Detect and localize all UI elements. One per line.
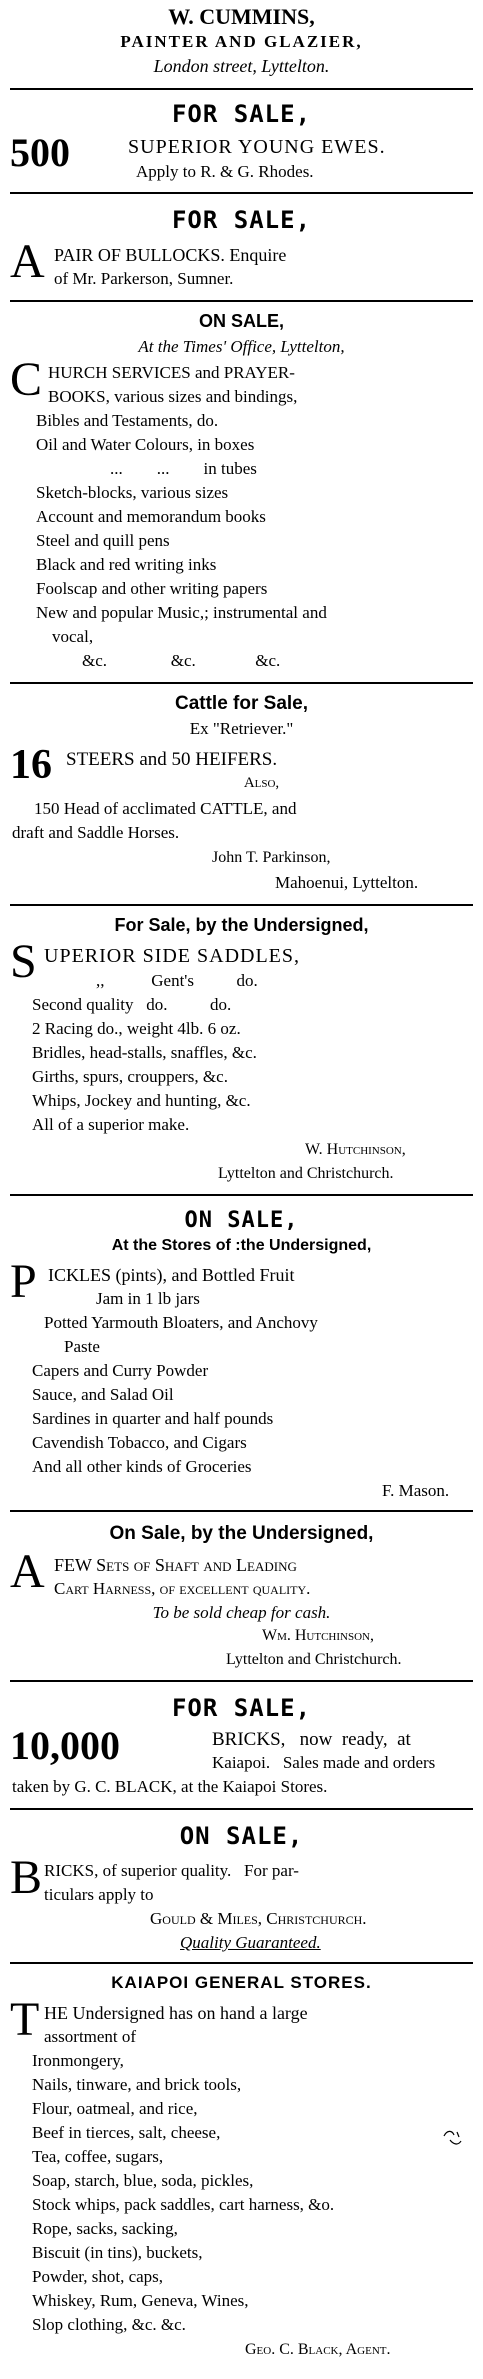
saddles-line: UPERIOR SIDE SADDLES, [44,945,301,967]
bricks-black-heading: FOR SALE, [171,1694,312,1722]
ewes-number: 500 [10,130,70,175]
cattle-line2: 150 Head of acclimated CATTLE, and [34,799,297,818]
kaiapoi-line: Powder, shot, caps, [32,2267,164,2286]
saddles-line: Girths, spurs, crouppers, &c. [32,1067,228,1086]
times-drop-cap: C [10,353,43,406]
bricks-gould-line2: ticulars apply to [44,1885,154,1904]
mason-line: Paste [64,1337,100,1356]
cattle-also: Also, [243,775,280,791]
times-line: &c. &c. &c. [82,651,281,670]
harness-line3: To be sold cheap for cash. [152,1603,331,1622]
cummins-address: London street, Lyttelton. [153,56,330,76]
divider [10,300,473,302]
divider [10,904,473,906]
times-line: Steel and quill pens [36,531,170,550]
times-heading: ON SALE, [198,311,284,331]
kaiapoi-drop-cap: T [10,1993,40,2046]
mason-line: Jam in 1 lb jars [96,1289,200,1308]
harness-signature: Wm. Hutchinson, [262,1627,374,1644]
divider [10,682,473,684]
saddles-signature: W. Hutchinson, [305,1141,406,1158]
kaiapoi-line: Ironmongery, [32,2051,124,2070]
bricks-gould-line4: Quality Guaranteed. [180,1933,321,1952]
bullocks-line1: PAIR OF BULLOCKS. Enquire [54,245,287,265]
saddles-signature-place: Lyttelton and Christchurch. [218,1165,394,1182]
bricks-black-line1: BRICKS, now ready, at [212,1729,411,1750]
divider [10,1194,473,1196]
times-line: Sketch-blocks, various sizes [36,483,229,502]
kaiapoi-line: assortment of [44,2027,137,2046]
times-line: Bibles and Testaments, do. [36,411,219,430]
mason-signature: F. Mason. [382,1481,450,1500]
kaiapoi-line: Biscuit (in tins), buckets, [32,2243,203,2262]
kaiapoi-line: Beef in tierces, salt, cheese, [32,2123,221,2142]
mason-line: Potted Yarmouth Bloaters, and Anchovy [44,1313,318,1332]
times-line: HURCH SERVICES and PRAYER- [48,363,295,382]
bricks-gould-line1: RICKS, of superior quality. For par- [44,1861,299,1880]
divider [10,192,473,194]
bricks-black-line3: taken by G. C. BLACK, at the Kaiapoi Stores. [12,1777,328,1796]
harness-line2: Cart Harness, of excellent quality. [54,1579,311,1598]
kaiapoi-line: Rope, sacks, sacking, [32,2219,178,2238]
mason-subheading: At the Stores of :the Undersigned, [111,1237,372,1254]
kaiapoi-line: Soap, starch, blue, soda, pickles, [32,2171,254,2190]
divider [10,1808,473,1810]
times-line: ... ... in tubes [110,459,257,478]
ewes-line1: SUPERIOR YOUNG EWES. [128,136,386,158]
harness-heading: On Sale, by the Undersigned, [109,1523,374,1544]
times-line: vocal, [52,627,94,646]
cattle-signature-place: Mahoenui, Lyttelton. [275,873,419,892]
divider [10,1962,473,1964]
kaiapoi-line: Nails, tinware, and brick tools, [32,2075,242,2094]
cattle-number: 16 [10,742,52,788]
harness-line1: FEW Sets of Shaft and Leading [54,1555,297,1575]
kaiapoi-signature: Geo. C. Black, Agent. [245,2341,391,2358]
cummins-trade: PAINTER AND GLAZIER, [120,32,363,51]
cattle-subheading: Ex "Retriever." [189,719,294,738]
times-line: BOOKS, various sizes and bindings, [48,387,298,406]
kaiapoi-line: HE Undersigned has on hand a large [44,2003,308,2023]
mason-drop-cap: P [10,1255,37,1308]
divider [10,1510,473,1512]
cummins-name: W. CUMMINS, [168,4,315,29]
cattle-heading: Cattle for Sale, [174,693,309,714]
bricks-black-number: 10,000 [10,1723,120,1768]
kaiapoi-line: Stock whips, pack saddles, cart harness, &o. [32,2195,335,2214]
kaiapoi-line: Flour, oatmeal, and rice, [32,2099,198,2118]
divider [10,88,473,90]
ewes-line2: Apply to R. & G. Rhodes. [136,162,314,181]
mason-line: ICKLES (pints), and Bottled Fruit [48,1265,295,1285]
harness-signature-place: Lyttelton and Christchurch. [226,1651,402,1668]
saddles-line: 2 Racing do., weight 4lb. 6 oz. [32,1019,241,1038]
bullocks-drop-cap: A [10,235,45,288]
ewes-heading: FOR SALE, [171,100,312,128]
mason-line: Cavendish Tobacco, and Cigars [32,1433,247,1452]
saddles-heading: For Sale, by the Undersigned, [114,915,369,935]
mason-line: Sauce, and Salad Oil [32,1385,174,1404]
ink-blot-icon [440,2126,466,2150]
times-line: Oil and Water Colours, in boxes [36,435,255,454]
kaiapoi-line: Slop clothing, &c. &c. [32,2315,186,2334]
cattle-line1: STEERS and 50 HEIFERS. [66,749,278,770]
saddles-drop-cap: S [10,935,37,988]
times-line: Account and memorandum books [36,507,266,526]
mason-line: Sardines in quarter and half pounds [32,1409,274,1428]
cattle-line3: draft and Saddle Horses. [12,823,180,842]
times-line: Foolscap and other writing papers [36,579,268,598]
bricks-gould-drop-cap: B [10,1851,43,1904]
saddles-line: Whips, Jockey and hunting, &c. [32,1091,251,1110]
harness-drop-cap: A [10,1545,45,1598]
bullocks-line2: of Mr. Parkerson, Sumner. [54,269,234,288]
mason-line: And all other kinds of Groceries [32,1457,252,1476]
bricks-gould-heading: ON SALE, [179,1822,304,1850]
saddles-line: All of a superior make. [32,1115,190,1134]
cattle-signature: John T. Parkinson, [212,849,331,866]
bricks-black-line2: Kaiapoi. Sales made and orders [212,1753,436,1772]
bricks-gould-line3: Gould & Miles, Christchurch. [150,1909,367,1928]
saddles-line: ,, Gent's do. [96,971,258,990]
kaiapoi-heading: KAIAPOI GENERAL STORES. [111,1973,372,1992]
kaiapoi-line: Whiskey, Rum, Geneva, Wines, [32,2291,249,2310]
saddles-line: Second quality do. do. [32,995,232,1014]
mason-heading: ON SALE, [184,1208,299,1233]
saddles-line: Bridles, head-stalls, snaffles, &c. [32,1043,257,1062]
bullocks-heading: FOR SALE, [171,206,312,234]
kaiapoi-line: Tea, coffee, sugars, [32,2147,164,2166]
times-line: Black and red writing inks [36,555,217,574]
mason-line: Capers and Curry Powder [32,1361,209,1380]
times-line: New and popular Music,; instrumental and [36,603,327,622]
times-subheading: At the Times' Office, Lyttelton, [138,337,345,356]
divider [10,1680,473,1682]
